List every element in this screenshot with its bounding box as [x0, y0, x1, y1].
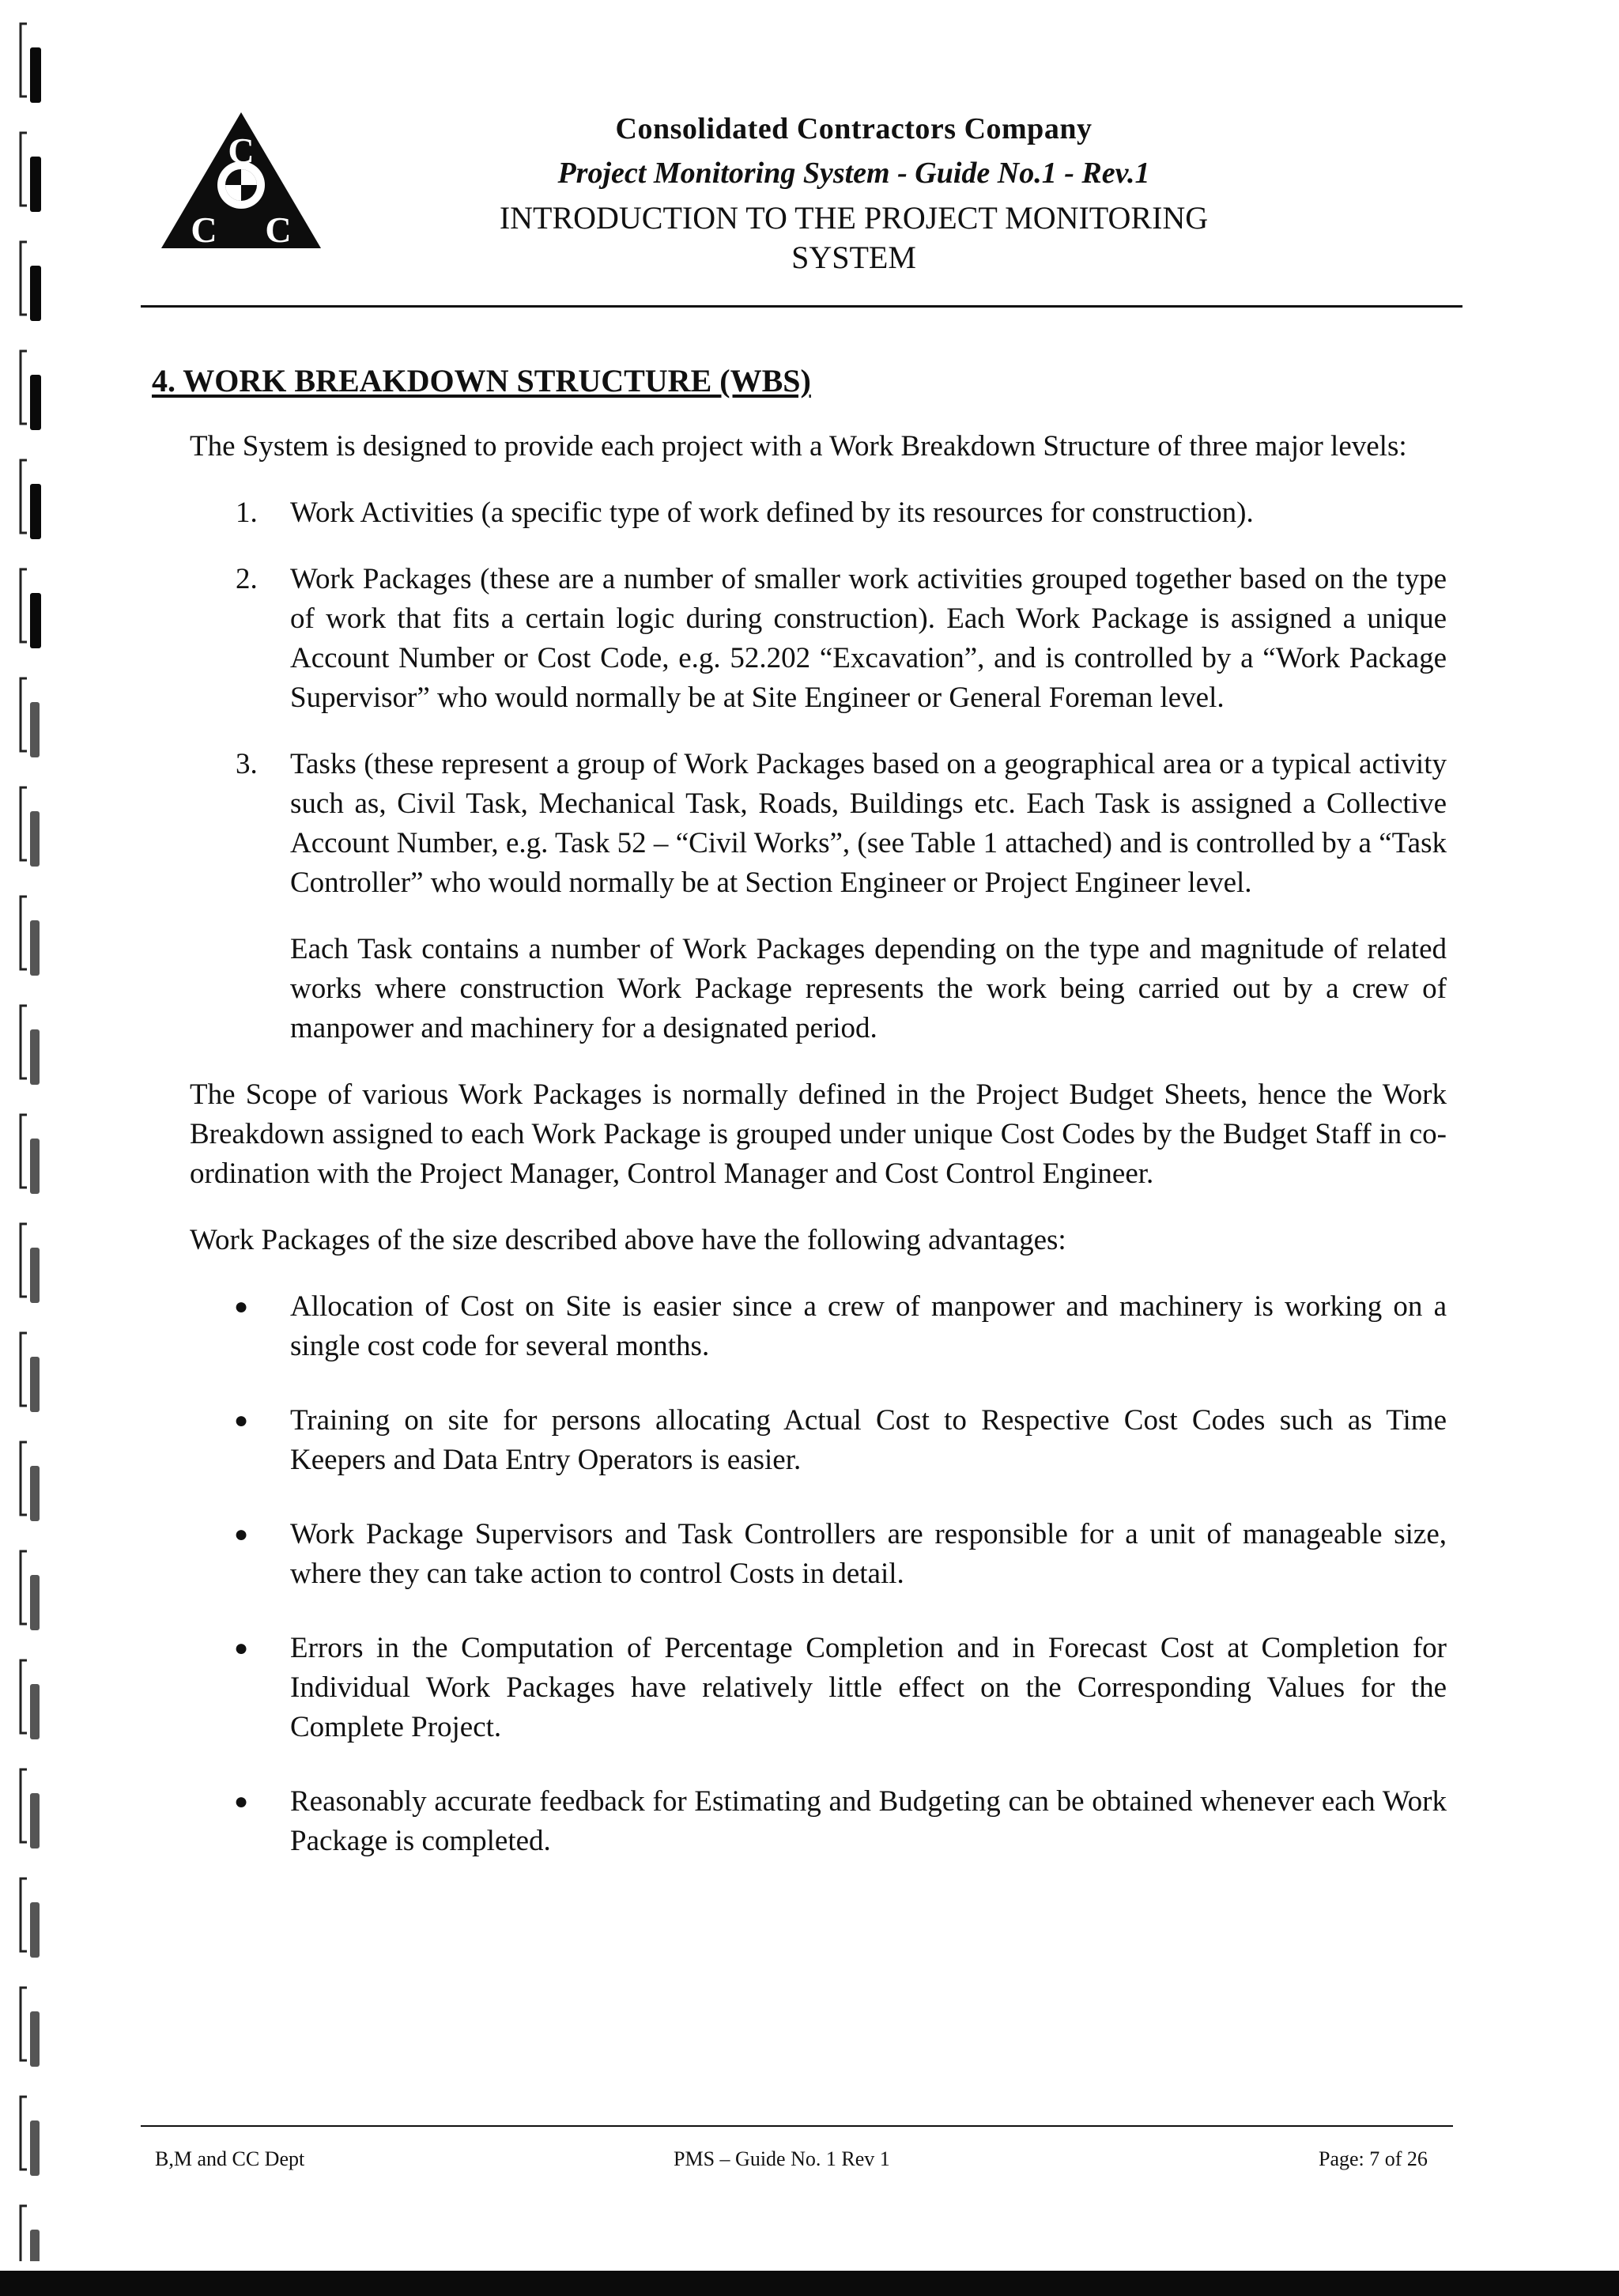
binding-ring [21, 1769, 40, 1849]
advantages-list [190, 1287, 1447, 1861]
section-content [190, 427, 1447, 1896]
advantage-item [190, 1629, 1447, 1747]
binding-ring [21, 1988, 40, 2067]
bullet-icon: ● [234, 1293, 249, 1320]
bullet-icon: ● [234, 1635, 249, 1661]
advantage-item [190, 1401, 1447, 1480]
wbs-level-item [190, 493, 1447, 533]
section-heading: 4. WORK BREAKDOWN STRUCTURE (WBS) [152, 363, 811, 398]
list-number: 2. [236, 563, 258, 595]
binding-ring [21, 678, 40, 757]
list-item-text: Work Packages (these are a number of smaller work activities grouped together based on the type of work that fits a certain logic during construction). Each Work Package is assigned a unique Account Number or Cost Code, e.g. 52.202 “Excavation”, and is controlled by a “Work Package Supervisor” who would normally be at Site Engineer or General Foreman level. [290, 563, 1447, 714]
binding-ring [21, 897, 40, 976]
binding-ring [21, 1660, 40, 1739]
guide-subtitle: Project Monitoring System - Guide No.1 - Rev.1 [557, 157, 1150, 190]
logo-letter-left: C [191, 210, 217, 250]
binding-ring [21, 1224, 40, 1303]
list-number: 3. [236, 748, 258, 780]
task-note-paragraph: Each Task contains a number of Work Packages depending on the type and magnitude of related works where construction Work Package represents the work being carried out by a crew of manpower and machinery for a designated period. [290, 933, 1447, 1044]
header-divider [141, 305, 1462, 308]
document-title-line-1: INTRODUCTION TO THE PROJECT MONITORING [499, 200, 1209, 236]
intro-paragraph: The System is designed to provide each project with a Work Breakdown Structure of three major levels: [190, 430, 1407, 463]
binding-ring [21, 1006, 40, 1085]
footer-page-number: Page: 7 of 26 [1319, 2147, 1428, 2170]
advantages-intro: Work Packages of the size described above have the following advantages: [190, 1224, 1066, 1256]
spiral-binding [0, 0, 63, 2261]
binding-ring [21, 2097, 40, 2176]
binding-ring [21, 2206, 40, 2261]
advantage-item [190, 1515, 1447, 1594]
logo-letter-top: C [228, 130, 255, 171]
wbs-level-item [190, 560, 1447, 718]
wbs-levels-list [190, 493, 1447, 903]
binding-ring [21, 351, 41, 430]
advantage-text: Errors in the Computation of Percentage Completion and in Forecast Cost at Completion for Individual Work Packages have relatively little effect on the Corresponding Values for the Complete Project. [290, 1632, 1447, 1743]
binding-ring [21, 1115, 40, 1194]
bullet-icon: ● [234, 1788, 249, 1815]
bullet-icon: ● [234, 1407, 249, 1433]
advantage-text: Training on site for persons allocating Actual Cost to Respective Cost Codes such as Time Keepers and Data Entry Operators is easier. [290, 1404, 1447, 1476]
company-logo [158, 109, 324, 251]
list-number: 1. [236, 497, 258, 529]
advantage-item [190, 1287, 1447, 1366]
binding-ring [21, 569, 41, 648]
binding-ring [21, 460, 41, 539]
binding-ring [21, 1879, 40, 1958]
document-title-line-2: SYSTEM [791, 240, 916, 275]
binding-ring [21, 787, 40, 867]
document-header [348, 107, 1360, 278]
advantage-item [190, 1782, 1447, 1861]
binding-ring [21, 24, 41, 103]
advantage-text: Work Package Supervisors and Task Controllers are responsible for a unit of manageable size, where they can take action to control Costs in detail. [290, 1518, 1447, 1590]
list-item-text: Tasks (these represent a group of Work Packages based on a geographical area or a typical activity such as, Civil Task, Mechanical Task, Roads, Buildings etc. Each Task is assigned a Collective Account Number, e.g. Task 52 – “Civil Works”, (see Table 1 attached) and is controlled by a “Task Controller” who would normally be at Section Engineer or Project Engineer level. [290, 748, 1447, 899]
scan-edge-bar [0, 2271, 1619, 2296]
binding-ring [21, 242, 41, 321]
wbs-level-item [190, 745, 1447, 903]
logo-letter-right: C [265, 210, 292, 250]
company-name: Consolidated Contractors Company [615, 112, 1093, 145]
binding-ring [21, 1551, 40, 1630]
advantage-text: Reasonably accurate feedback for Estimating and Budgeting can be obtained whenever each Work Package is completed. [290, 1785, 1447, 1857]
advantage-text: Allocation of Cost on Site is easier since a crew of manpower and machinery is working on a single cost code for several months. [290, 1290, 1447, 1362]
binding-ring [21, 1442, 40, 1521]
scope-paragraph: The Scope of various Work Packages is normally defined in the Project Budget Sheets, hence the Work Breakdown assigned to each Work Package is grouped under unique Cost Codes by the Budget Staff in co-ordination with the Project Manager, Control Manager and Cost Control Engineer. [190, 1078, 1447, 1190]
bullet-icon: ● [234, 1521, 249, 1547]
footer-guide-ref: PMS – Guide No. 1 Rev 1 [674, 2147, 890, 2170]
footer-divider [141, 2125, 1453, 2127]
footer-department: B,M and CC Dept [155, 2147, 305, 2170]
binding-ring [21, 133, 41, 212]
binding-ring [21, 1333, 40, 1412]
list-item-text: Work Activities (a specific type of work defined by its resources for construction). [290, 497, 1254, 529]
